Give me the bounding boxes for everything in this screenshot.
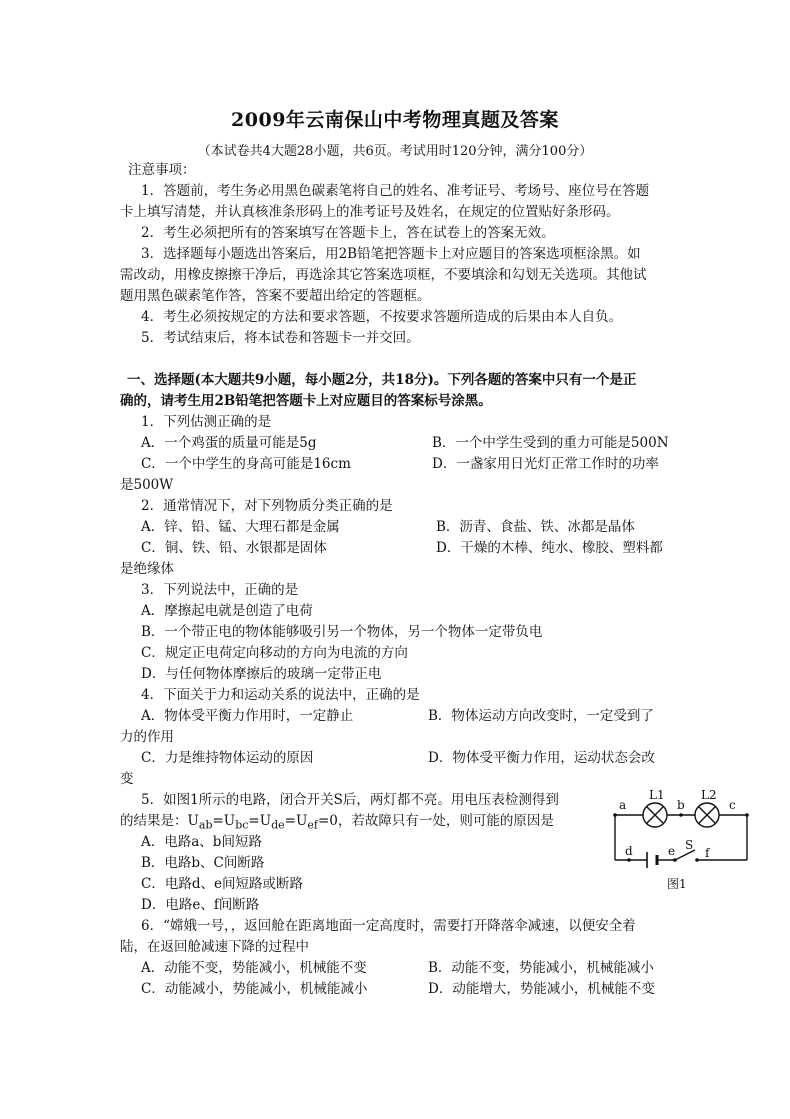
notice-item: 题用黑色碳素笔作答，答案不要超出给定的答题框。 — [120, 288, 431, 304]
q1-option-a: A．一个鸡蛋的质量可能是5g — [141, 435, 317, 451]
q6-option-d: D．动能增大，势能减小，机械能不变 — [428, 981, 655, 997]
page-title: 2009年云南保山中考物理真题及答案 — [231, 109, 559, 131]
q5-option-d: D．电路e、f间断路 — [141, 897, 260, 913]
node-d — [627, 858, 631, 862]
q2-option-a: A．锌、铅、锰、大理石都是金属 — [141, 519, 340, 535]
lamp-l2-icon — [695, 803, 719, 827]
label-b: b — [677, 798, 685, 812]
notice-item: 卡上填写清楚，并认真核准条形码上的准考证号及姓名，在规定的位置贴好条形码。 — [120, 204, 620, 220]
q1-option-d: D．一盏家用日光灯正常工作时的功率 — [432, 456, 659, 472]
q4-option-b-continued: 力的作用 — [120, 729, 174, 745]
label-l1: L1 — [649, 788, 665, 802]
circuit-figure — [605, 787, 755, 897]
q2-stem: 2．通常情况下，对下列物质分类正确的是 — [141, 498, 393, 514]
exam-subtitle: （本试卷共4大题28小题，共6页。考试用时120分钟，满分100分） — [197, 144, 593, 159]
battery-icon — [647, 852, 657, 868]
label-e: e — [668, 844, 676, 858]
q5-option-b: B．电路b、C间断路 — [141, 855, 265, 871]
q1-option-d-continued: 是500W — [120, 477, 174, 493]
node-f — [695, 858, 699, 862]
q4-option-c: C．力是维持物体运动的原因 — [141, 750, 314, 766]
q1-option-c: C．一个中学生的身高可能是16cm — [141, 456, 351, 472]
q6-option-c: C．动能减小，势能减小，机械能减小 — [141, 981, 368, 997]
q2-option-c: C．铜、铁、铅、水银都是固体 — [141, 540, 327, 556]
q1-stem: 1．下列估测正确的是 — [141, 414, 272, 430]
q4-stem: 4．下面关于力和运动关系的说法中，正确的是 — [141, 687, 420, 703]
q4-option-d: D．物体受平衡力作用，运动状态会改 — [428, 750, 655, 766]
notice-item: 4．考生必须按规定的方法和要求答题，不按要求答题所造成的后果由本人自负。 — [141, 309, 623, 325]
q5-stem: 5．如图1所示的电路，闭合开关S后，两灯都不亮。用电压表检测得到 — [141, 792, 559, 808]
q5-option-c: C．电路d、e间短路或断路 — [141, 876, 303, 892]
q2-option-b: B．沥青、食盐、铁、冰都是晶体 — [436, 519, 635, 535]
lamp-l1-icon — [643, 803, 667, 827]
notice-item: 1．答题前，考生务必用黑色碳素笔将自己的姓名、准考证号、考场号、座位号在答题 — [141, 183, 650, 199]
q6-option-b: B．动能不变，势能减小，机械能减小 — [428, 960, 654, 976]
label-switch: S — [685, 838, 694, 852]
q1-option-b: B．一个中学生受到的重力可能是500N — [432, 435, 669, 451]
q4-option-b: B．物体运动方向改变时，一定受到了 — [428, 708, 654, 724]
notice-item: 3．选择题每小题选出答案后，用2B铅笔把答题卡上对应题目的答案选项框涂黑。如 — [141, 246, 641, 262]
node-b — [679, 813, 683, 817]
label-d: d — [625, 844, 633, 858]
q4-option-a: A．物体受平衡力作用时，一定静止 — [141, 708, 354, 724]
figure-caption: 图1 — [667, 877, 687, 891]
node-c — [745, 813, 749, 817]
q3-option-b: B．一个带正电的物体能够吸引另一个物体，另一个物体一定带负电 — [141, 624, 543, 640]
q6-stem-continued: 陆，在返回舱减速下降的过程中 — [120, 939, 309, 955]
q5-option-a: A．电路a、b间短路 — [141, 834, 262, 850]
label-c: c — [729, 798, 736, 812]
notice-item: 5．考试结束后，将本试卷和答题卡一并交回。 — [141, 330, 420, 346]
notice-item: 需改动，用橡皮擦擦干净后，再选涂其它答案选项框，不要填涂和勾划无关选项。其他试 — [120, 267, 647, 283]
q2-option-d: D．干燥的木棒、纯水、橡胶、塑料都 — [436, 540, 663, 556]
q2-option-d-continued: 是绝缘体 — [120, 561, 174, 577]
node-e — [673, 858, 677, 862]
q6-option-a: A．动能不变，势能减小，机械能不变 — [141, 960, 367, 976]
q3-option-a: A．摩擦起电就是创造了电荷 — [141, 603, 313, 619]
q3-stem: 3．下列说法中，正确的是 — [141, 582, 299, 598]
section1-instructions: 确的，请考生用2B铅笔把答题卡上对应题目的答案标号涂黑。 — [120, 393, 492, 409]
q3-option-d: D．与任何物体摩擦后的玻璃一定带正电 — [141, 666, 382, 682]
notice-heading: 注意事项： — [128, 162, 196, 178]
section1-heading: 一、选择题(本大题共9小题，每小题2分，共18分)。下列各题的答案中只有一个是正 — [127, 372, 637, 388]
q3-option-c: C．规定正电荷定向移动的方向为电流的方向 — [141, 645, 408, 661]
q4-option-d-continued: 变 — [120, 771, 134, 787]
q5-stem-continued: 的结果是：$U_{ab}=U_{bc}=U_{de}=U_{ef}=0$，若故障只有一处，则可能的原因是 — [120, 813, 554, 832]
label-a: a — [619, 798, 627, 812]
notice-item: 2．考生必须把所有的答案填写在答题卡上，答在试卷上的答案无效。 — [141, 225, 555, 241]
q6-stem: 6．“嫦娥一号，，返回舱在距离地面一定高度时，需要打开降落伞减速，以便安全着 — [141, 918, 636, 934]
node-a — [613, 813, 617, 817]
label-l2: L2 — [701, 788, 717, 802]
label-f: f — [705, 846, 710, 860]
